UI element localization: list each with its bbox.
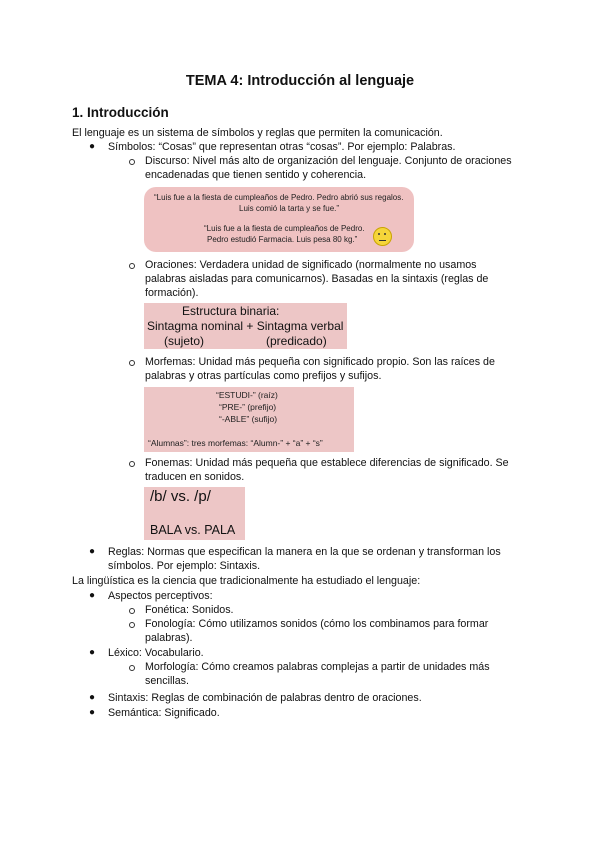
bullet-icon: ● [89, 707, 96, 718]
page-title: TEMA 4: Introducción al lenguaje [185, 73, 415, 89]
sub-bullet-icon [129, 263, 135, 269]
fonemas-line-1: Fonemas: Unidad más pequeña que establece diferencias de significado. Se [145, 457, 509, 469]
example-good-line-2: Luis comió la tarta y se fue.” [239, 204, 340, 213]
morfemas-line-2: palabras y otras partículas como prefijos y sufijos. [145, 370, 382, 382]
estructura-binaria-box [144, 303, 347, 349]
box-title: Estructura binaria: [182, 304, 280, 318]
morfologia-line-1: Morfología: Cómo creamos palabras complejas a partir de unidades más [145, 661, 490, 673]
section-heading: 1. Introducción [72, 105, 169, 120]
fonetica-item: Fonética: Sonidos. [145, 604, 234, 616]
example-good-line-1: “Luis fue a la fiesta de cumpleaños de Pedro. Pedro abrió sus regalos. [154, 193, 404, 202]
sub-bullet-icon [129, 622, 135, 628]
fonema-words: BALA vs. PALA [150, 523, 236, 537]
sintaxis-item: Sintaxis: Reglas de combinación de palabras dentro de oraciones. [108, 692, 422, 704]
fonologia-line-2: palabras). [145, 632, 193, 644]
bullet-icon: ● [89, 590, 96, 601]
aspectos-item: Aspectos perceptivos: [108, 590, 213, 602]
bullet-icon: ● [89, 647, 96, 658]
oraciones-line-2: palabras aisladas para comunicarnos). Basadas en la sintaxis (reglas de [145, 273, 489, 285]
sub-bullet-icon [129, 159, 135, 165]
bullet-icon: ● [89, 546, 96, 557]
box-sujeto: (sujeto) [164, 334, 205, 348]
example-bad-line-1: “Luis fue a la fiesta de cumpleaños de Pedro. [204, 224, 365, 233]
morfemas-line-1: Morfemas: Unidad más pequeña con significado propio. Son las raíces de [145, 356, 495, 368]
sub-bullet-icon [129, 360, 135, 366]
discurso-example-box [144, 187, 414, 252]
simbolos-item: Símbolos: “Cosas” que representan otras “cosas”. Por ejemplo: Palabras. [108, 141, 456, 153]
morfologia-line-2: sencillas. [145, 675, 189, 687]
sub-bullet-icon [129, 461, 135, 467]
fonologia-line-1: Fonología: Cómo utilizamos sonidos (cómo los combinamos para formar [145, 618, 489, 630]
bullet-icon: ● [89, 692, 96, 703]
reglas-line-1: Reglas: Normas que especifican la manera en la que se ordenan y transforman los [108, 546, 501, 558]
discurso-line-1: Discurso: Nivel más alto de organización del lenguaje. Conjunto de oraciones [145, 155, 512, 167]
example-bad-line-2: Pedro estudió Farmacia. Luis pesa 80 kg.” [207, 235, 358, 244]
bullet-icon: ● [89, 141, 96, 152]
box-predicado: (predicado) [266, 334, 327, 348]
sub-bullet-icon [129, 665, 135, 671]
discurso-line-2: encadenadas que tienen sentido y coherencia. [145, 169, 367, 181]
morfemas-example-box [144, 387, 354, 452]
box-structure: Sintagma nominal + Sintagma verbal [147, 319, 344, 333]
fonema-pair: /b/ vs. /p/ [150, 488, 211, 505]
lexico-item: Léxico: Vocabulario. [108, 647, 204, 659]
intro-paragraph: El lenguaje es un sistema de símbolos y reglas que permiten la comunicación. [72, 127, 443, 139]
fonemas-line-2: traducen en sonidos. [145, 471, 245, 483]
linguistica-paragraph: La lingüística es la ciencia que tradicionalmente ha estudiado el lenguaje: [72, 575, 421, 587]
morfema-ex-1: “ESTUDI-” (raíz) [216, 390, 278, 400]
oraciones-line-1: Oraciones: Verdadera unidad de significado (normalmente no usamos [145, 259, 477, 271]
reglas-line-2: símbolos. Por ejemplo: Sintaxis. [108, 560, 261, 572]
morfema-ex-2: “PRE-” (prefijo) [219, 402, 277, 412]
semantica-item: Semántica: Significado. [108, 707, 220, 719]
fonemas-example-box [144, 487, 245, 540]
morfema-ex-3: “-ABLE” (sufijo) [219, 414, 278, 424]
smiley-face-icon [373, 227, 392, 246]
sub-bullet-icon [129, 608, 135, 614]
morfema-ex-4: “Alumnas”: tres morfemas: “Alumn-” + “a” + “s” [148, 438, 323, 448]
oraciones-line-3: formación). [145, 287, 199, 299]
